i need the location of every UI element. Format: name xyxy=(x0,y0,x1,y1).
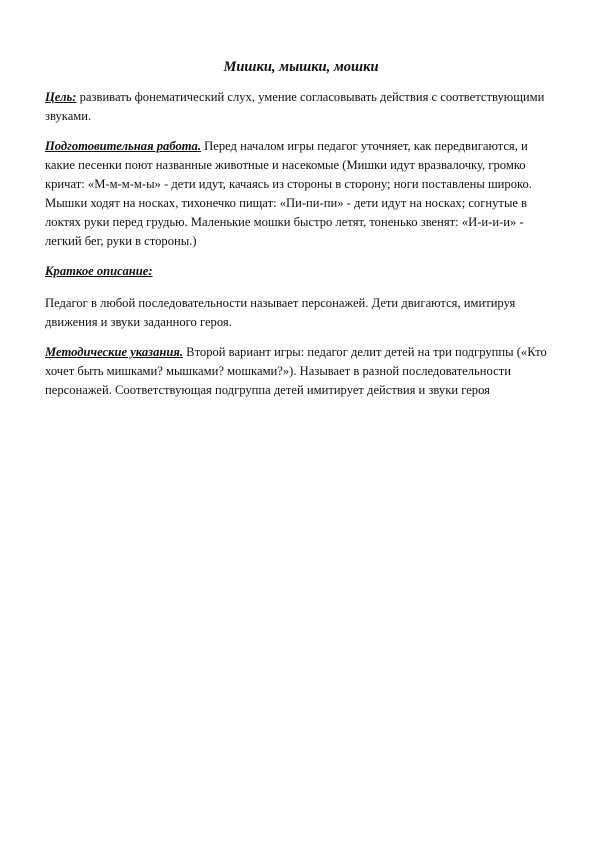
description-paragraph: Педагог в любой последовательности называет персонажей. Дети двигаются, имитируя движения и звуки заданного героя. xyxy=(45,296,516,329)
goal-paragraph xyxy=(45,88,557,126)
description-heading xyxy=(45,262,557,281)
goal-text: развивать фонематический слух, умение согласовывать действия с соответствующими звуками. xyxy=(45,90,545,123)
description-label: Краткое описание: xyxy=(45,264,153,278)
preparation-paragraph xyxy=(45,137,557,251)
document-page xyxy=(45,58,557,411)
guidelines-text: Второй вариант игры: педагог делит детей на три подгруппы («Кто хочет быть мишками? мышками? мошками?»). Называет в разной последовательности персонажей. Соответствующая подгруппа детей имитирует действия и звуки героя xyxy=(45,345,547,397)
guidelines-label: Методические указания. xyxy=(45,345,184,359)
document-title: Мишки, мышки, мошки xyxy=(223,59,379,75)
preparation-text: Перед началом игры педагог уточняет, как передвигаются, и какие песенки поют названные животные и насекомые (Мишки идут вразвалочку, громко кричат: «М-м-м-м-ы» - дети идут, качаясь из стороны в сторону; ноги поставлены широко. Мышки ходят на носках, тихонечко пищат: «Пи-пи-пи» - дети идут на носках; согнутые в локтях руки перед грудью. Маленькие мошки быстро летят, тоненько звенят: «И-и-и-и» - легкий бег, руки в стороны.) xyxy=(45,139,532,248)
preparation-label: Подготовительная работа. xyxy=(45,139,201,153)
goal-label: Цель: xyxy=(45,90,77,104)
guidelines-paragraph xyxy=(45,343,557,400)
